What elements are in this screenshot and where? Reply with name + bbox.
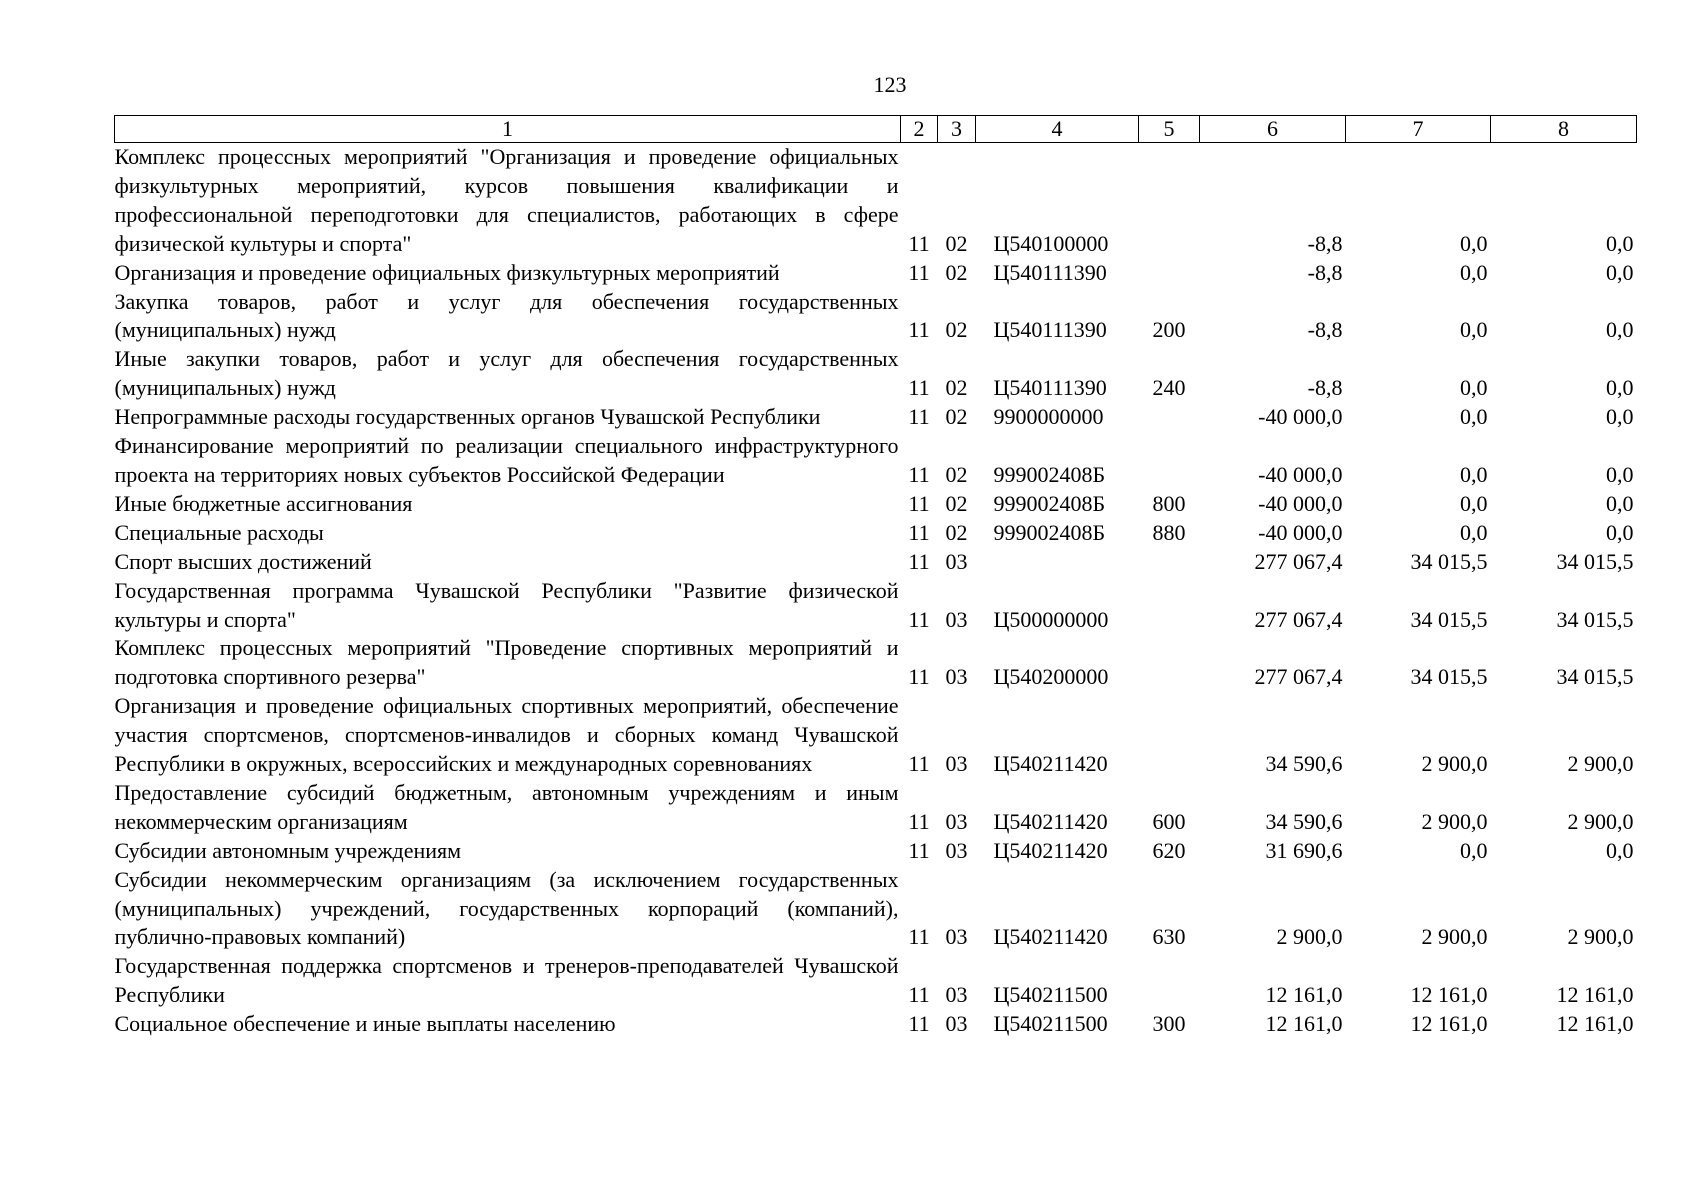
row-value-6: -8,8	[1307, 230, 1343, 256]
row-value-8: 2 900,0	[1567, 924, 1634, 950]
row-name: Специальные расходы	[114, 519, 324, 545]
row-target-code: Ц540200000	[993, 664, 1109, 690]
row-subsection: 02	[945, 375, 968, 401]
table-row	[115, 403, 1637, 432]
row-name: Социальное обеспечение и иные выплаты населению	[114, 1011, 616, 1037]
row-value-6: -40 000,0	[1258, 490, 1343, 516]
row-section: 11	[908, 808, 930, 834]
row-subsection: 02	[945, 461, 968, 487]
row-section: 11	[908, 490, 930, 516]
row-value-8: 0,0	[1606, 230, 1634, 256]
table-row	[115, 519, 1637, 548]
row-value-7: 2 900,0	[1421, 751, 1488, 777]
row-value-8: 0,0	[1606, 461, 1634, 487]
row-value-6: -40 000,0	[1258, 519, 1343, 545]
table-row	[115, 345, 1637, 403]
table-row	[115, 634, 1637, 692]
row-value-7: 0,0	[1460, 490, 1488, 516]
column-header: 6	[1200, 116, 1346, 143]
row-target-code: Ц540111390	[993, 259, 1107, 285]
row-value-7: 0,0	[1460, 519, 1488, 545]
table-header-row	[115, 116, 1637, 143]
row-value-6: -40 000,0	[1258, 404, 1343, 430]
table-row	[115, 1010, 1637, 1039]
row-subsection: 03	[945, 751, 968, 777]
row-section: 11	[908, 606, 930, 632]
row-expense-type: 800	[1152, 490, 1186, 516]
row-value-7: 0,0	[1460, 230, 1488, 256]
row-name: Спорт высших достижений	[114, 548, 372, 574]
table-row	[115, 143, 1637, 259]
row-section: 11	[908, 461, 930, 487]
row-name: Предоставление субсидий бюджетным, автономным учреждениям и иным некоммерческим организациям	[114, 779, 899, 834]
row-section: 11	[908, 375, 930, 401]
row-name: Непрограммные расходы государственных органов Чувашской Республики	[114, 404, 821, 430]
row-value-7: 0,0	[1460, 461, 1488, 487]
row-section: 11	[908, 548, 930, 574]
row-subsection: 03	[945, 982, 968, 1008]
row-target-code: Ц500000000	[993, 606, 1109, 632]
column-header: 7	[1346, 116, 1491, 143]
row-subsection: 02	[945, 259, 968, 285]
budget-table	[114, 115, 1637, 1039]
row-value-7: 34 015,5	[1410, 548, 1488, 574]
table-row	[115, 577, 1637, 635]
row-value-7: 34 015,5	[1410, 664, 1488, 690]
row-section: 11	[908, 982, 930, 1008]
row-name: Закупка товаров, работ и услуг для обеспечения государственных (муниципальных) нужд	[114, 288, 899, 343]
row-subsection: 03	[945, 808, 968, 834]
row-value-8: 0,0	[1606, 317, 1634, 343]
row-value-8: 2 900,0	[1567, 808, 1634, 834]
row-value-7: 2 900,0	[1421, 924, 1488, 950]
row-subsection: 03	[945, 548, 968, 574]
row-expense-type	[1139, 692, 1200, 779]
row-expense-type: 300	[1152, 1011, 1186, 1037]
row-subsection: 03	[945, 606, 968, 632]
row-expense-type	[1139, 143, 1200, 259]
row-section: 11	[908, 751, 930, 777]
row-target-code	[976, 548, 1139, 577]
row-expense-type	[1139, 259, 1200, 288]
row-section: 11	[908, 317, 930, 343]
row-name: Иные закупки товаров, работ и услуг для обеспечения государственных (муниципальных) нужд	[114, 346, 899, 401]
table-row	[115, 866, 1637, 953]
row-value-6: 34 590,6	[1265, 808, 1343, 834]
row-value-6: 277 067,4	[1254, 664, 1343, 690]
row-expense-type	[1139, 403, 1200, 432]
row-name: Государственная программа Чувашской Республики "Развитие физической культуры и спорта"	[114, 577, 899, 632]
row-expense-type: 600	[1152, 808, 1186, 834]
row-value-7: 34 015,5	[1410, 606, 1488, 632]
row-section: 11	[908, 924, 930, 950]
row-value-8: 34 015,5	[1556, 664, 1634, 690]
row-expense-type: 630	[1152, 924, 1186, 950]
row-name: Государственная поддержка спортсменов и тренеров-преподавателей Чувашской Республики	[114, 953, 899, 1008]
column-header: 1	[115, 116, 901, 143]
table-row	[115, 692, 1637, 779]
row-target-code: 999002408Б	[993, 461, 1106, 487]
row-expense-type: 880	[1152, 519, 1186, 545]
row-value-8: 0,0	[1606, 404, 1634, 430]
row-value-8: 12 161,0	[1556, 1011, 1634, 1037]
table-row	[115, 837, 1637, 866]
row-target-code: 999002408Б	[993, 490, 1106, 516]
row-target-code: Ц540211500	[993, 1011, 1108, 1037]
row-subsection: 02	[945, 490, 968, 516]
row-value-8: 0,0	[1606, 375, 1634, 401]
row-target-code: Ц540211420	[993, 924, 1108, 950]
row-target-code: Ц540111390	[993, 375, 1107, 401]
row-subsection: 02	[945, 519, 968, 545]
row-subsection: 02	[945, 230, 968, 256]
row-value-8: 2 900,0	[1567, 751, 1634, 777]
row-expense-type	[1139, 577, 1200, 635]
row-value-7: 0,0	[1460, 837, 1488, 863]
row-value-7: 0,0	[1460, 317, 1488, 343]
row-expense-type	[1139, 548, 1200, 577]
column-header: 5	[1139, 116, 1200, 143]
row-target-code: 9900000000	[993, 404, 1104, 430]
row-subsection: 03	[945, 1011, 968, 1037]
row-value-7: 0,0	[1460, 259, 1488, 285]
row-value-6: 34 590,6	[1265, 751, 1343, 777]
row-target-code: Ц540211420	[993, 751, 1108, 777]
row-value-6: -8,8	[1307, 259, 1343, 285]
row-value-7: 2 900,0	[1421, 808, 1488, 834]
row-value-7: 0,0	[1460, 375, 1488, 401]
row-value-8: 34 015,5	[1556, 606, 1634, 632]
row-name: Комплекс процессных мероприятий "Организация и проведение официальных физкультурных мероприятий, курсов повышения квалификации и профессиональной переподготовки для специалистов, работающих в сфере физической культуры и спорта"	[114, 144, 899, 256]
row-value-6: 12 161,0	[1265, 1011, 1343, 1037]
row-section: 11	[908, 664, 930, 690]
row-section: 11	[908, 1011, 930, 1037]
row-target-code: Ц540211420	[993, 837, 1108, 863]
row-expense-type	[1139, 634, 1200, 692]
row-subsection: 03	[945, 664, 968, 690]
row-value-8: 0,0	[1606, 490, 1634, 516]
row-value-6: -8,8	[1307, 375, 1343, 401]
row-value-6: 277 067,4	[1254, 548, 1343, 574]
row-section: 11	[908, 230, 930, 256]
table-row	[115, 548, 1637, 577]
row-name: Субсидии некоммерческим организациям (за исключением государственных (муниципальных) учреждений, государственных корпораций (компаний), публично-правовых компаний)	[114, 866, 899, 950]
row-value-8: 0,0	[1606, 837, 1634, 863]
row-name: Иные бюджетные ассигнования	[114, 490, 413, 516]
row-expense-type: 620	[1152, 837, 1186, 863]
table-row	[115, 779, 1637, 837]
column-header: 4	[976, 116, 1139, 143]
row-value-8: 0,0	[1606, 519, 1634, 545]
row-section: 11	[908, 519, 930, 545]
row-value-6: 31 690,6	[1265, 837, 1343, 863]
row-name: Организация и проведение официальных физкультурных мероприятий	[114, 259, 780, 285]
row-section: 11	[908, 404, 930, 430]
row-value-7: 12 161,0	[1410, 1011, 1488, 1037]
row-subsection: 02	[945, 317, 968, 343]
column-header: 3	[938, 116, 976, 143]
table-row	[115, 490, 1637, 519]
row-value-6: 277 067,4	[1254, 606, 1343, 632]
row-name: Финансирование мероприятий по реализации специального инфраструктурного проекта на территориях новых субъектов Российской Федерации	[114, 433, 899, 487]
row-value-8: 34 015,5	[1556, 548, 1634, 574]
table-row	[115, 288, 1637, 346]
row-value-7: 12 161,0	[1410, 982, 1488, 1008]
row-subsection: 03	[945, 924, 968, 950]
row-value-6: 12 161,0	[1265, 982, 1343, 1008]
row-value-8: 0,0	[1606, 259, 1634, 285]
row-expense-type: 240	[1152, 375, 1186, 401]
row-value-6: -40 000,0	[1258, 461, 1343, 487]
row-value-8: 12 161,0	[1556, 982, 1634, 1008]
row-value-6: -8,8	[1307, 317, 1343, 343]
page-number: 123	[873, 72, 907, 97]
row-expense-type: 200	[1152, 317, 1186, 343]
row-subsection: 02	[945, 404, 968, 430]
row-target-code: Ц540211420	[993, 808, 1108, 834]
row-name: Организация и проведение официальных спортивных мероприятий, обеспечение участия спортсменов, спортсменов-инвалидов и сборных команд Чувашской Республики в окружных, всероссийских и международных соревнованиях	[114, 693, 899, 777]
row-section: 11	[908, 259, 930, 285]
row-section: 11	[908, 837, 930, 863]
row-target-code: Ц540211500	[993, 982, 1108, 1008]
row-value-7: 0,0	[1460, 404, 1488, 430]
row-target-code: Ц540100000	[993, 230, 1109, 256]
row-expense-type	[1139, 952, 1200, 1010]
row-name: Комплекс процессных мероприятий "Проведение спортивных мероприятий и подготовка спортивного резерва"	[114, 635, 899, 690]
row-name: Субсидии автономным учреждениям	[114, 837, 462, 863]
row-target-code: 999002408Б	[993, 519, 1106, 545]
table-row	[115, 259, 1637, 288]
row-subsection: 03	[945, 837, 968, 863]
table-row	[115, 952, 1637, 1010]
column-header: 8	[1491, 116, 1637, 143]
row-target-code: Ц540111390	[993, 317, 1107, 343]
table-row	[115, 432, 1637, 490]
row-expense-type	[1139, 432, 1200, 490]
row-value-6: 2 900,0	[1276, 924, 1343, 950]
column-header: 2	[901, 116, 938, 143]
